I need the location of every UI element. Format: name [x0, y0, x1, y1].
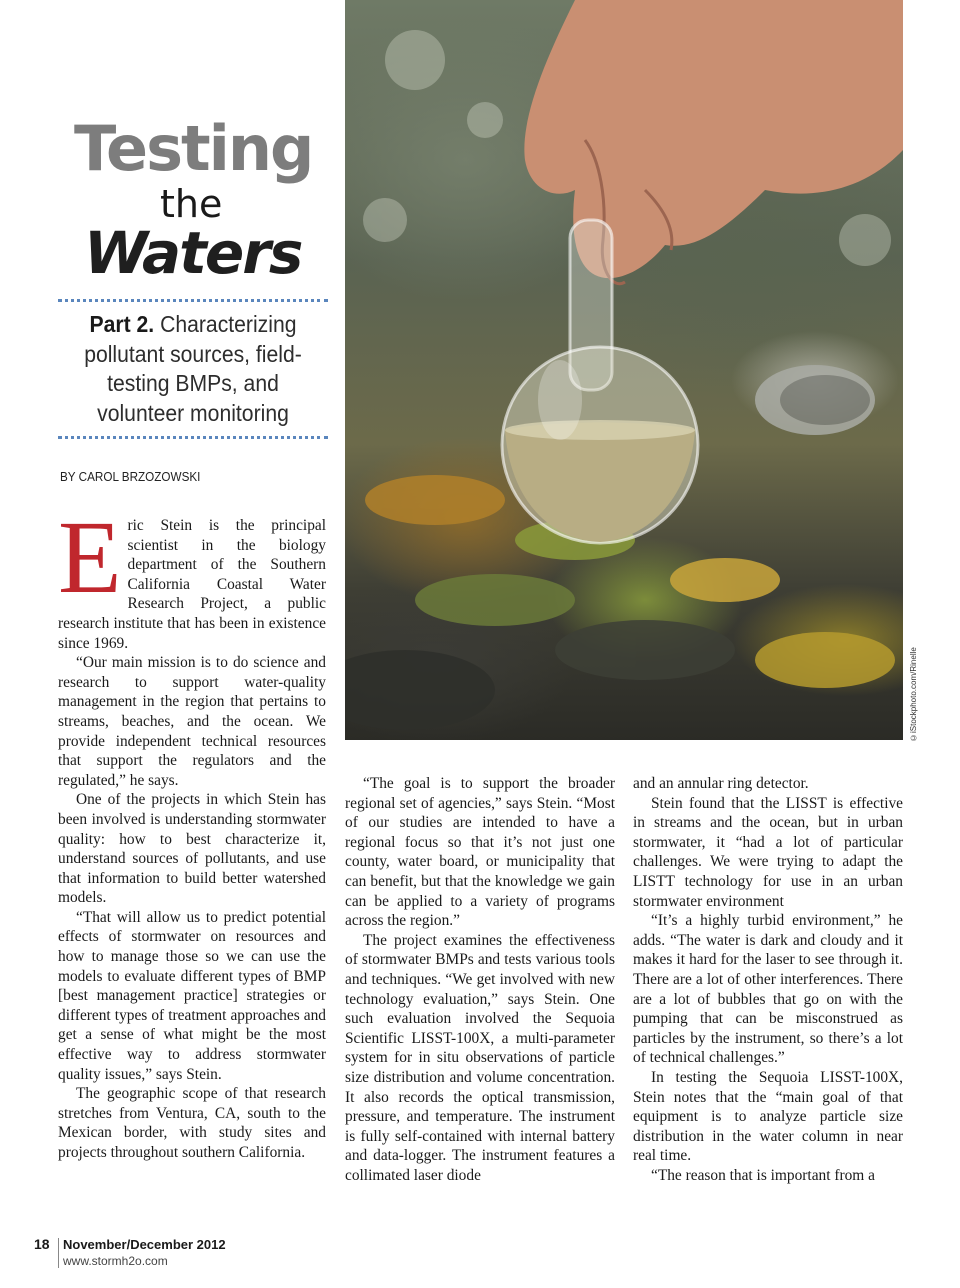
article-column-3	[633, 774, 903, 1185]
subtitle-part: Part 2.	[89, 311, 155, 337]
site-url: www.stormh2o.com	[63, 1254, 168, 1268]
page-number: 18	[34, 1236, 50, 1252]
byline: BY CAROL BRZOZOWSKI	[60, 469, 201, 484]
paragraph: “It’s a highly turbid environment,” he adds. “The water is dark and cloudy and it makes it hard for the laser to see through it. There are a lot of other interferences. There are a lot of bubbles that go on with the pumping that can be misconstrued as particles by the instrument, so there’s a lot of technical challenges.”	[633, 912, 903, 1067]
title-line-waters: Waters	[84, 219, 302, 287]
divider-top	[58, 299, 328, 302]
title-line-testing: Testing	[74, 112, 313, 185]
paragraph: and an annular ring detector.	[633, 775, 809, 792]
footer-divider	[58, 1238, 59, 1268]
paragraph-text: ric Stein is the principal scientist in the biology department of the Southern California Coastal Water Research Project, a public research institute that has been in existence since 1969.	[58, 517, 326, 652]
title-line-the: the	[160, 182, 223, 226]
issue-date: November/December 2012	[63, 1237, 226, 1252]
paragraph: The geographic scope of that research stretches from Ventura, CA, south to the Mexican border, with study sites and projects throughout southern California.	[58, 1085, 326, 1161]
article-column-1	[58, 500, 326, 1163]
hero-photo	[345, 0, 903, 740]
paragraph: In testing the Sequoia LISST-100X, Stein notes that the “main goal of that equipment is to analyze particle size distribution in the water column in near real time.	[633, 1068, 903, 1165]
paragraph: “The goal is to support the broader regional set of agencies,” says Stein. “Most of our studies are intended to have a regional focus so that it’s not just one county, water board, or municipality that can benefit, but that the knowledge we gain can be applied to a variety of programs across the region.”	[345, 775, 615, 930]
subtitle-text: Characterizing pollutant sources, field-testing BMPs, and volunteer monitoring	[84, 311, 302, 426]
paragraph: One of the projects in which Stein has been involved is understanding stormwater quality: how to best characterize it, understand sources of pollutants, and use that information to build better watershed models.	[58, 791, 326, 907]
paragraph: “The reason that is important from a	[651, 1166, 875, 1184]
drop-cap: E	[58, 500, 122, 615]
paragraph: “Our main mission is to do science and research to support water-quality management in the region that pertains to streams, beaches, and the ocean. We provide independent technical resources that support the regulators and the regulated,” he says.	[58, 654, 326, 789]
subtitle	[69, 310, 317, 428]
photo-credit: ©iStockphoto.com/Rinelle	[909, 647, 918, 742]
paragraph	[58, 500, 326, 653]
paragraph: “That will allow us to predict potential effects of stormwater on resources and how to manage those so we can use the models to evaluate different types of BMP [best management practice] strategies or different types of treatment approaches and get a sense of what might be the most effective way to address stormwater quality issues,” says Stein.	[58, 908, 326, 1083]
photo-illustration	[345, 0, 903, 740]
divider-bottom	[58, 436, 328, 439]
article-column-2	[345, 774, 615, 1185]
paragraph: The project examines the effectiveness of stormwater BMPs and tests various tools and techniques. “We get involved with new technology evaluation,” says Stein. One such evaluation involved the Sequoia Scientific LISST-100X, a multi-parameter system for in situ observations of particle size distribution and volume concentration. It also records the optical transmission, pressure, and temperature. The instrument is fully self-contained with internal battery and data-logger. The instrument features a collimated laser diode	[345, 931, 615, 1184]
paragraph: Stein found that the LISST is effective in streams and the ocean, but in urban stormwater, it “had a lot of particular challenges. We were trying to adapt the LISTT technology for use in an urban stormwater environment	[633, 794, 903, 910]
